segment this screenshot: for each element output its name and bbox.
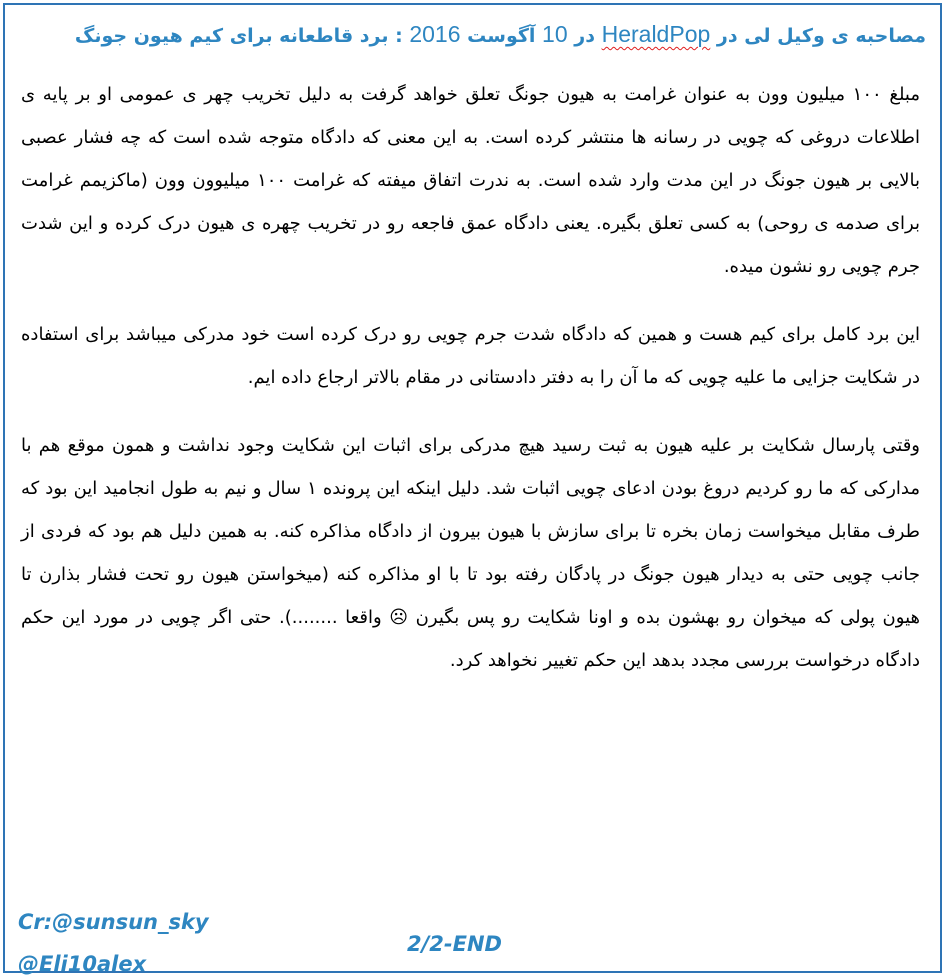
title-part-2: در [574,25,595,47]
document-title [19,19,926,51]
title-part-3: آگوست [467,25,536,47]
document-frame [3,3,942,973]
paragraph-2: این برد کامل برای کیم هست و همین که دادگاه شدت جرم چویی رو درک کرده است خود مدرکی میباشد برای استفاده در شکایت جزایی ما علیه چویی که ما آن را به دفتر دادستانی در مقام بالاتر ارجاع داده ایم. [21,324,920,388]
title-day: 10 [542,21,568,47]
credit-line-2: @Eli10alex [18,952,147,976]
end-marker: 2/2-END [407,932,502,956]
title-part-4: : برد قاطعانه برای کیم هیون جونگ [74,25,403,47]
title-source-name: HeraldPop [601,21,711,47]
document-body [21,73,920,707]
title-year: 2016 [409,21,461,47]
title-part-1: مصاحبه ی وکیل لی در [716,25,926,47]
paragraph-3: وقتی پارسال شکایت بر علیه هیون به ثبت رسید هیچ مدرکی برای اثبات این شکایت وجود نداشت و همون موقع هم با مدارکی که ما رو کردیم دروغ بودن ادعای چویی اثبات شد. دلیل اینکه این پرونده ۱ سال و نیم به طول انجامید این بود که طرف مقابل میخواست زمان بخره تا برای سازش با هیون بیرون از دادگاه مذاکره کنه. به همین دلیل هم بود که فردی از جانب چویی حتی به دیدار هیون جونگ در پادگان رفته بود تا با او مذاکره کنه (میخواستن هیون رو تحت فشار بذارن تا هیون پولی که میخوان رو بهشون بده و اونا شکایت رو پس بگیرن ☹ واقعا ........). حتی اگر چویی در مورد این حکم دادگاه درخواست بررسی مجدد بدهد این حکم تغییر نخواهد کرد. [21,435,921,671]
paragraph-1: مبلغ ۱۰۰ میلیون وون به عنوان غرامت به هیون جونگ تعلق خواهد گرفت به دلیل تخریب چهر ی عمومی او بر پایه ی اطلاعات دروغی که چویی در رسانه ها منتشر کرده است. به این معنی که دادگاه متوجه شده است که چه فشار عصبی بالایی بر هیون جونگ در این مدت وارد شده است. به ندرت اتفاق میفته که غرامت ۱۰۰ میلیوون وون (ماکزیمم غرامت برای صدمه ی روحی) به کسی تعلق بگیره. یعنی دادگاه عمق فاجعه رو در تخریب چهره ی هیون درک کرده و این شدت جرم چویی رو نشون میده. [21,84,921,277]
credit-line-1: Cr:@sunsun_sky [18,910,209,934]
